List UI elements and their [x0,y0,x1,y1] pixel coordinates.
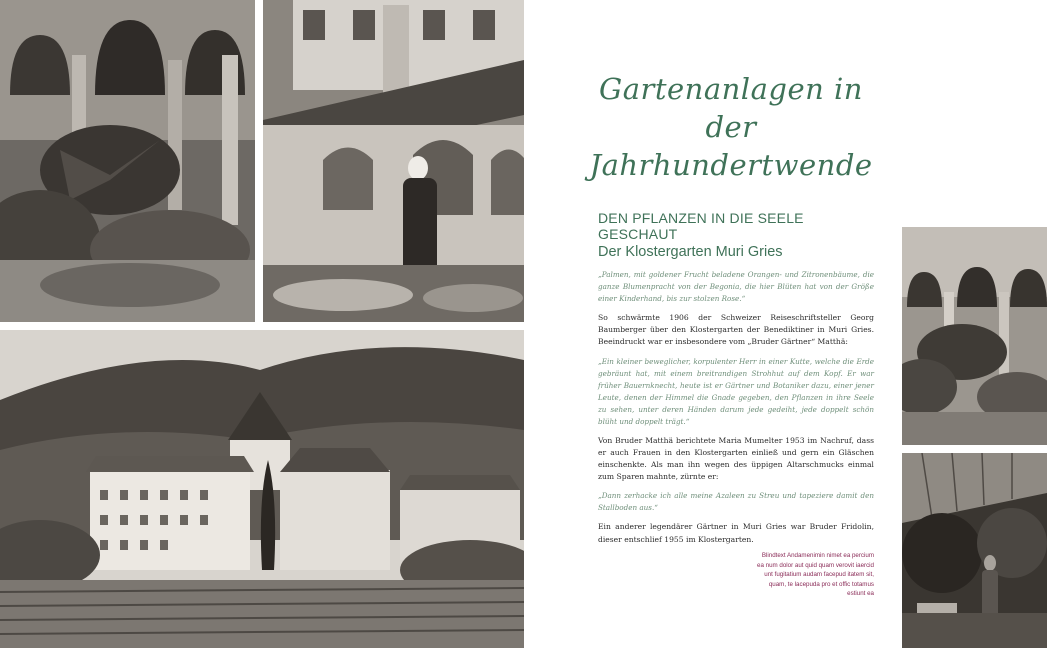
chapter-title-line-2: Jahrhundertwende [589,148,873,182]
photo-greenhouse-interior-gardener [902,453,1047,648]
photo-cloister-arcade-detail [902,227,1047,445]
body-paragraph: So schwärmte 1906 der Schweizer Reiseschriftsteller Georg Baumberger über den Klostergarten der Benediktiner in Muri Gries. Beeindruckt war er insbesondere vom „Bruder Gärtner“ Matthä: [598,313,874,347]
body-paragraph: Ein anderer legendärer Gärtner in Muri Gries war Bruder Fridolin, dieser entschlief 1955 im Klostergarten. [598,522,874,544]
quote-paragraph: „Ein kleiner beweglicher, korpulenter Herr in einer Kutte, welche die Erde gebräunt hat, mit einem breitrandigen Strohhut auf dem Kopf. Er war früher Bauernknecht, heute ist er Gärtner und Botaniker dazu, einer jener Leute, denen der Himmel die Gnade gegeben, den Pflanzen in ihre Seele zu sehen, unter deren Händen darum jede gedeiht, jede doppelt schön blüht und doppelt trägt.“ [598,356,874,426]
photo-gardener-greenhouse [263,0,524,322]
body-paragraph: Von Bruder Matthä berichtete Maria Mumelter 1953 im Nachruf, dass er auch Frauen in den Klostergarten einließ und gern ein Gläschen einschenkte. Als man ihn wegen des üppigen Altarschmucks einmal zum Sparen mahnte, zürnte er: [598,435,874,482]
right-page [524,0,1047,648]
article-column [598,210,874,553]
photo-monastery-vineyard-panorama [0,330,524,648]
chapter-title-line-1: Gartenanlagen in der [599,72,863,144]
quote-paragraph: „Palmen, mit goldener Frucht beladene Orangen- und Zitronenbäume, die ganze Blumenpracht von der Begonia, die hier Blüten hat von der Größe einer Kinderhand, bis zur stolzen Rose.“ [598,270,874,303]
chapter-title [586,70,876,184]
section-subhead: Der Klostergarten Muri Gries [598,244,783,260]
photo-cloister-arcade-palms [0,0,255,322]
photo-caption: Blindtext Andamenimin nimet ea percium ea num dolor aut quid quam verovit iaercid unt fugitatium audam facepud itatem sit, quam, te lacepuda pro et offic totamus estiunt ea [757,552,874,598]
section-kicker: DEN PFLANZEN IN DIE SEELE GESCHAUT [598,210,804,242]
quote-paragraph: „Dann zerhacke ich alle meine Azaleen zu Streu und tapeziere damit den Stallboden aus.“ [598,491,874,513]
